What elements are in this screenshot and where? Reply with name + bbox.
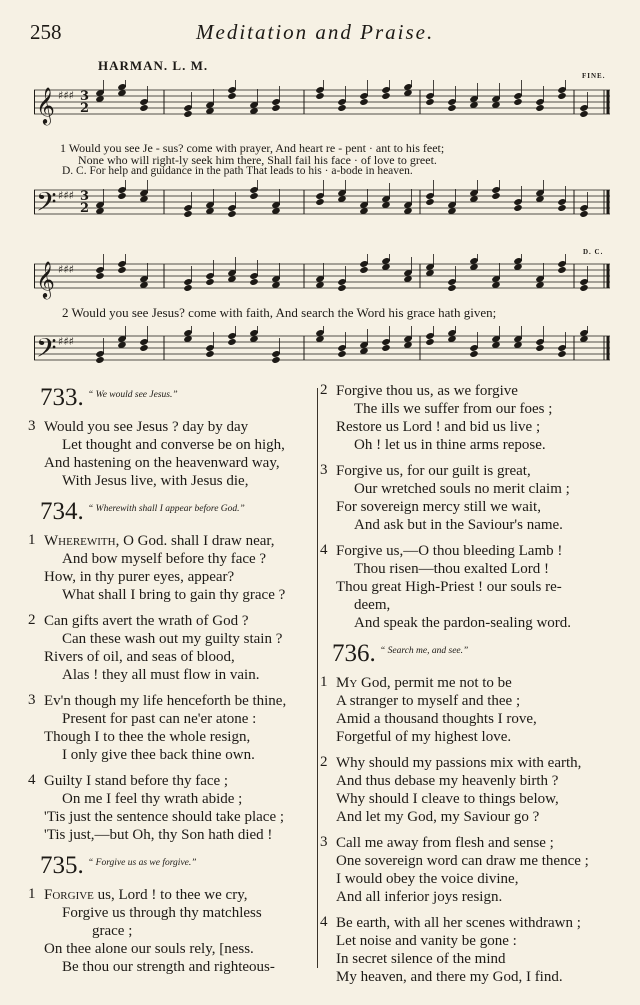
verse-line: grace ; bbox=[92, 923, 133, 939]
verse bbox=[28, 772, 318, 844]
verse-number: 4 bbox=[320, 542, 328, 558]
verse-line: I would obey the voice divine, bbox=[336, 871, 519, 887]
verse-line: On me I feel thy wrath abide ; bbox=[62, 791, 243, 807]
verse-line: My God, permit me not to be bbox=[336, 675, 512, 691]
verse-line: One sovereign word can draw me thence ; bbox=[336, 853, 589, 869]
verse-line: And all inferior joys resign. bbox=[336, 889, 503, 905]
hymn-number: 735. bbox=[40, 852, 84, 879]
fine-mark: FINE. bbox=[582, 72, 606, 80]
verse-number: 3 bbox=[320, 834, 328, 850]
svg-text:𝄞: 𝄞 bbox=[36, 260, 55, 298]
svg-text:♯♯♯: ♯♯♯ bbox=[58, 263, 74, 276]
verse-line: Though I to thee the whole resign, bbox=[44, 729, 251, 745]
verse-line: Oh ! let us in thine arms repose. bbox=[354, 437, 546, 453]
verse-line: Forgetful of my highest love. bbox=[336, 729, 512, 745]
verse-line: Let noise and vanity be gone : bbox=[336, 933, 517, 949]
hymn-number: 734. bbox=[40, 498, 84, 525]
verse-line: Be thou our strength and righteous- bbox=[62, 959, 275, 975]
verse-number: 1 bbox=[320, 674, 328, 690]
verse-line: And speak the pardon-sealing word. bbox=[354, 615, 572, 631]
verse-line: Restore us Lord ! and bid us live ; bbox=[336, 419, 541, 435]
svg-text:2: 2 bbox=[80, 101, 90, 116]
verse-number: 2 bbox=[320, 382, 328, 398]
verse-line: With Jesus live, with Jesus die, bbox=[62, 473, 249, 489]
svg-text:♯♯♯: ♯♯♯ bbox=[58, 89, 74, 102]
verse-lead-word: My bbox=[336, 675, 358, 691]
verse bbox=[320, 382, 612, 454]
verse-line: Let thought and converse be on high, bbox=[62, 437, 285, 453]
verse-line: What shall I bring to gain thy grace ? bbox=[62, 587, 286, 603]
verse-number: 4 bbox=[28, 772, 36, 788]
dc-mark: D. C. bbox=[583, 248, 604, 256]
verse-line: Amid a thousand thoughts I rove, bbox=[336, 711, 537, 727]
verse-line: On thee alone our souls rely, [ness. bbox=[44, 941, 254, 957]
svg-text:3: 3 bbox=[80, 189, 90, 204]
verse-line: Wherewith, O God. shall I draw near, bbox=[44, 533, 275, 549]
hymn-caption: “ Forgive us as we forgive.” bbox=[88, 858, 197, 868]
svg-text:♯♯♯: ♯♯♯ bbox=[58, 335, 74, 348]
verse-line: I only give thee back thine own. bbox=[62, 747, 255, 763]
page-title: Meditation and Praise. bbox=[196, 20, 435, 44]
page-number: 258 bbox=[30, 20, 62, 44]
verse-line: Can these wash out my guilty stain ? bbox=[62, 631, 283, 647]
verse-lead-word: Wherewith, bbox=[44, 533, 120, 549]
svg-text:𝄢: 𝄢 bbox=[36, 332, 57, 370]
verse-line: Why should I cleave to things below, bbox=[336, 791, 559, 807]
system2-lyric-line: 2 Would you see Jesus? come with faith, And search the Word his grace hath given; bbox=[62, 305, 497, 320]
verse-line: Can gifts avert the wrath of God ? bbox=[44, 613, 249, 629]
system2-treble-staff bbox=[34, 254, 614, 310]
verse-line: And ask but in the Saviour's name. bbox=[354, 517, 563, 533]
verse bbox=[320, 754, 612, 826]
hymn-caption: “ Search me, and see.” bbox=[380, 646, 469, 656]
svg-text:2: 2 bbox=[80, 201, 90, 216]
verse-line: A stranger to myself and thee ; bbox=[336, 693, 521, 709]
hymn-header bbox=[320, 640, 612, 674]
hymn-header bbox=[28, 852, 318, 886]
verse-line: Thou risen—thou exalted Lord ! bbox=[354, 561, 549, 577]
verse-line: Ev'n though my life henceforth be thine, bbox=[44, 693, 287, 709]
verse-line: In secret silence of the mind bbox=[336, 951, 506, 967]
verse bbox=[320, 462, 612, 534]
verse-line: For sovereign mercy still we wait, bbox=[336, 499, 541, 515]
svg-text:𝄢: 𝄢 bbox=[36, 186, 57, 224]
svg-text:𝄞: 𝄞 bbox=[36, 86, 55, 124]
verse-line: Be earth, with all her scenes withdrawn ; bbox=[336, 915, 581, 931]
system1-lyric-line-2: None who will right-ly seek him there, Shall fail his face · of love to greet. bbox=[78, 153, 437, 167]
verse-line: Forgive us,—O thou bleeding Lamb ! bbox=[336, 543, 563, 559]
tune-name: HARMAN. L. M. bbox=[98, 58, 209, 73]
verse bbox=[320, 834, 612, 906]
verse-number: 1 bbox=[28, 886, 36, 902]
verse-line: How, in thy purer eyes, appear? bbox=[44, 569, 235, 585]
verse-line: Forgive us through thy matchless bbox=[62, 905, 262, 921]
verse bbox=[28, 612, 318, 684]
right-column bbox=[320, 382, 612, 985]
verse-line: Rivers of oil, and seas of blood, bbox=[44, 649, 235, 665]
verse-line: Thou great High-Priest ! our souls re- bbox=[336, 579, 562, 595]
hymn-caption: “ Wherewith shall I appear before God.” bbox=[88, 504, 245, 514]
verse-number: 3 bbox=[320, 462, 328, 478]
verse-line: And thus debase my heavenly birth ? bbox=[336, 773, 559, 789]
verse bbox=[28, 692, 318, 764]
verse-line: The ills we suffer from our foes ; bbox=[354, 401, 553, 417]
hymn-number: 736. bbox=[332, 640, 376, 667]
system1-treble-staff bbox=[34, 80, 614, 136]
verse-line: Forgive us, for our guilt is great, bbox=[336, 463, 531, 479]
svg-text:♯♯♯: ♯♯♯ bbox=[58, 189, 74, 202]
verse-line: Call me away from flesh and sense ; bbox=[336, 835, 554, 851]
verse-line: And hastening on the heavenward way, bbox=[44, 455, 280, 471]
verse-line: Forgive us, Lord ! to thee we cry, bbox=[44, 887, 248, 903]
verse-line: 'Tis just the sentence should take place ; bbox=[44, 809, 285, 825]
verse bbox=[320, 914, 612, 986]
verse-number: 2 bbox=[320, 754, 328, 770]
verse-line: 'Tis just,—but Oh, thy Son hath died ! bbox=[44, 827, 273, 843]
verse-line: Our wretched souls no merit claim ; bbox=[354, 481, 570, 497]
verse bbox=[28, 886, 318, 976]
verse-line: Alas ! they all must flow in vain. bbox=[62, 667, 260, 683]
verse-line: Forgive thou us, as we forgive bbox=[336, 383, 518, 399]
system1-lyric-line-3: D. C. For help and guidance in the path That leads to his · a-bode in heaven. bbox=[62, 165, 413, 177]
verse bbox=[320, 674, 612, 746]
system1-bass-staff bbox=[34, 180, 614, 236]
verse-line: deem, bbox=[354, 597, 391, 613]
verse-line: Would you see Jesus ? day by day bbox=[44, 419, 249, 435]
verse-line: And bow myself before thy face ? bbox=[62, 551, 267, 567]
verse-number: 3 bbox=[28, 692, 36, 708]
verse-number: 3 bbox=[28, 418, 36, 434]
hymn-header bbox=[28, 384, 318, 418]
verse-number: 4 bbox=[320, 914, 328, 930]
verse-line: Why should my passions mix with earth, bbox=[336, 755, 582, 771]
verse bbox=[320, 542, 612, 632]
verse-number: 1 bbox=[28, 532, 36, 548]
verse-lead-word: Forgive bbox=[44, 887, 94, 903]
verse-line: And let my God, my Saviour go ? bbox=[336, 809, 540, 825]
verse-line: Present for past can ne'er atone : bbox=[62, 711, 257, 727]
hymn-caption: “ We would see Jesus.” bbox=[88, 390, 178, 400]
verse bbox=[28, 532, 318, 604]
verse-line: My heaven, and there my God, I find. bbox=[336, 969, 563, 985]
svg-text:3: 3 bbox=[80, 89, 90, 104]
hymn-header bbox=[28, 498, 318, 532]
hymn-number: 733. bbox=[40, 384, 84, 411]
system2-bass-staff bbox=[34, 326, 614, 382]
system1-lyric-line-1: 1 Would you see Je - sus? come with prayer, And heart re - pent · ant to his feet; bbox=[60, 141, 445, 155]
verse-line: Guilty I stand before thy face ; bbox=[44, 773, 229, 789]
verse bbox=[28, 418, 318, 490]
left-column bbox=[28, 382, 318, 982]
verse-number: 2 bbox=[28, 612, 36, 628]
